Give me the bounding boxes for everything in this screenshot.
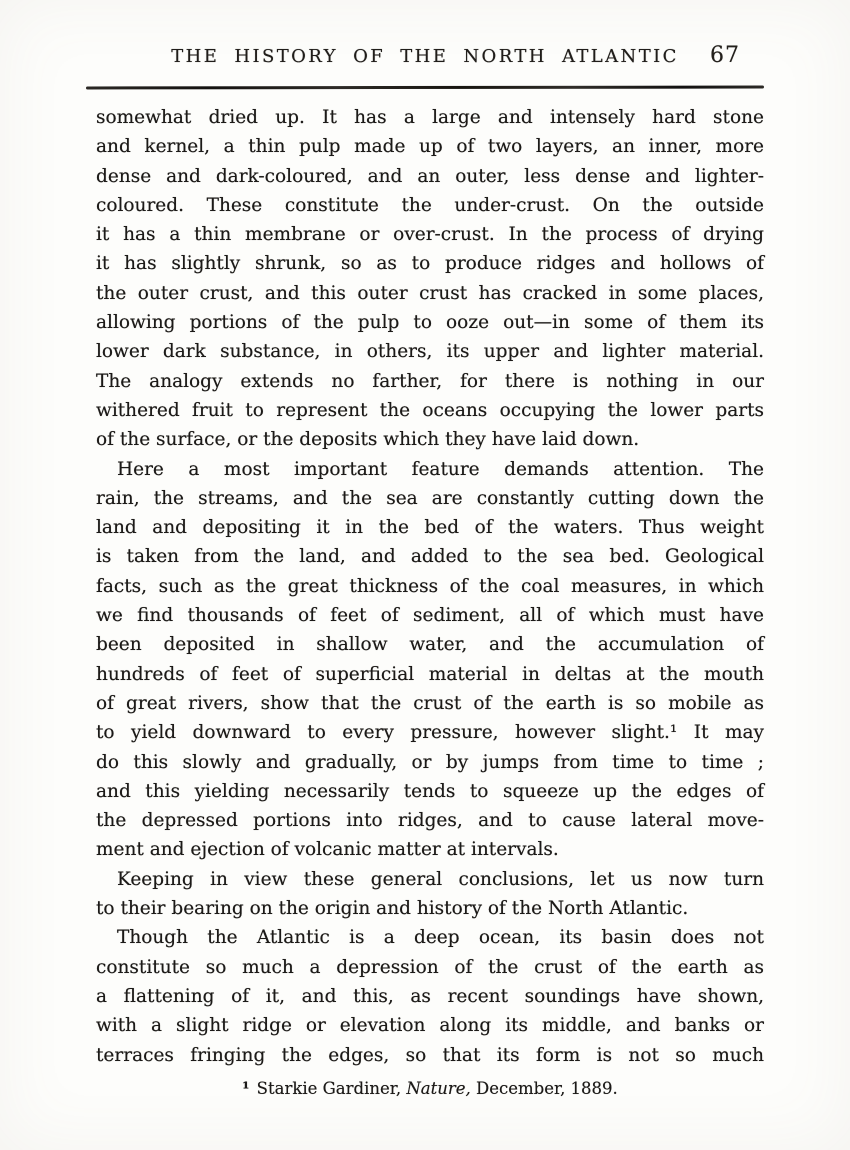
text-line: of the surface, or the deposits which they have laid down. (96, 429, 640, 451)
text-line: it has a thin membrane or over-crust. In the process of drying (96, 224, 764, 246)
text-line: it has slightly shrunk, so as to produce ridges and hollows of (96, 253, 764, 275)
text-line: do this slowly and gradually, or by jumps from time to time ; (96, 751, 764, 773)
text-line: of great rivers, show that the crust of the earth is so mobile as (96, 692, 764, 714)
text-line: lower dark substance, in others, its upper and lighter material. (96, 341, 764, 363)
running-header (96, 43, 754, 70)
text-line: to yield downward to every pressure, however slight.¹ It may (96, 722, 764, 744)
text-line: with a slight ridge or elevation along its middle, and banks or (96, 1015, 764, 1037)
text-line: ment and ejection of volcanic matter at intervals. (96, 839, 559, 861)
footnote-work-title: Nature, (406, 1078, 471, 1098)
text-line: hundreds of feet of superficial material in deltas at the mouth (96, 663, 764, 685)
text-line: Here a most important feature demands attention. The (117, 458, 764, 480)
text-line: Keeping in view these general conclusions, let us now turn (117, 868, 764, 890)
text-line: the depressed portions into ridges, and to cause lateral move- (96, 810, 764, 832)
body-text (96, 103, 764, 1070)
footnote-marker: ¹ (242, 1078, 250, 1098)
text-line: dense and dark-coloured, and an outer, less dense and lighter- (96, 165, 764, 187)
text-line: is taken from the land, and added to the sea bed. Geological (96, 546, 764, 568)
text-line: Though the Atlantic is a deep ocean, its basin does not (117, 927, 764, 949)
text-line: and this yielding necessarily tends to squeeze up the edges of (96, 780, 764, 802)
paragraph (96, 455, 764, 865)
text-line: a flattening of it, and this, as recent soundings have shown, (96, 985, 764, 1007)
footnote-text: December, 1889. (476, 1078, 618, 1098)
footnote (96, 1077, 764, 1101)
paragraph (96, 103, 764, 455)
text-line: the outer crust, and this outer crust has cracked in some places, (96, 282, 764, 304)
text-line: somewhat dried up. It has a large and intensely hard stone (96, 107, 764, 128)
header-rule-divider (86, 86, 764, 90)
paragraph (96, 923, 764, 1069)
text-line: withered fruit to represent the oceans occupying the lower parts (96, 399, 764, 421)
text-line: land and depositing it in the bed of the waters. Thus weight (96, 517, 764, 539)
text-line: constitute so much a depression of the crust of the earth as (96, 956, 764, 978)
text-line: allowing portions of the pulp to ooze out—in some of them its (96, 312, 764, 334)
paragraph (96, 865, 764, 924)
text-line: terraces fringing the edges, so that its form is not so much (96, 1044, 764, 1066)
text-line: been deposited in shallow water, and the accumulation of (96, 634, 764, 656)
text-line: rain, the streams, and the sea are constantly cutting down the (96, 487, 764, 509)
text-line: to their bearing on the origin and history of the North Atlantic. (96, 898, 689, 920)
footnote-text: Starkie Gardiner, (256, 1078, 402, 1098)
text-line: and kernel, a thin pulp made up of two layers, an inner, more (96, 136, 764, 158)
text-line: The analogy extends no farther, for there is nothing in our (96, 370, 764, 392)
page-title: THE HISTORY OF THE NORTH ATLANTIC (171, 46, 679, 67)
text-line: coloured. These constitute the under-crust. On the outside (96, 194, 764, 216)
page-number: 67 (710, 43, 740, 68)
text-line: we find thousands of feet of sediment, all of which must have (96, 605, 764, 627)
text-line: facts, such as the great thickness of the coal measures, in which (96, 575, 764, 597)
